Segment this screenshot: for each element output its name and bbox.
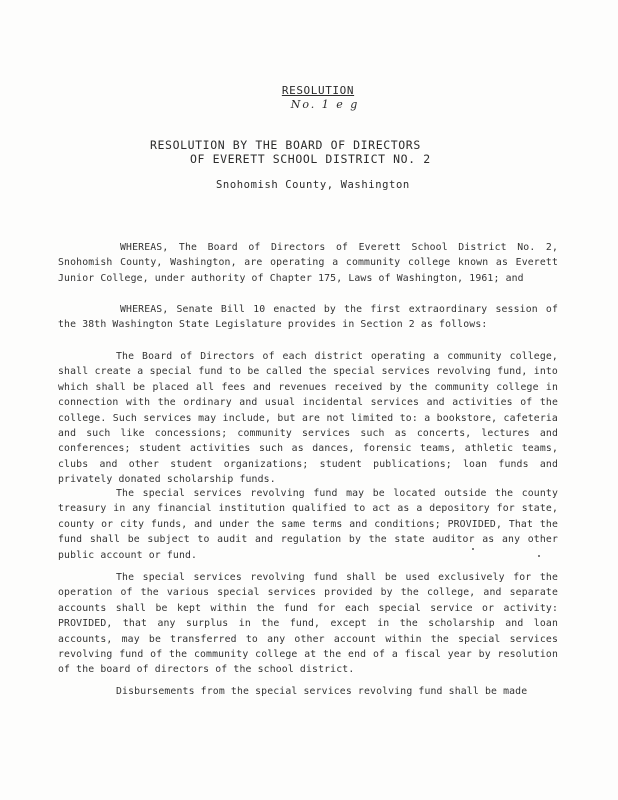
paragraph-text: The special services revolving fund shall be used exclusively for the operation of the various special services provided by the college, and separate accounts shall be kept within the fund for each special service or activity: PROVIDED, that any surplus in the fund, except in the scholarship and loan accounts, may be transferred to any other account within the special services revolving fund of the community college at the end of a fiscal year by resolution of the board of directors of the school district. — [58, 572, 558, 676]
paragraph-text: Disbursements from the special services revolving fund shall be made — [116, 686, 528, 697]
scan-speck — [538, 555, 540, 557]
resolution-title: RESOLUTION — [281, 84, 355, 97]
resolution-number: No. 1 e g — [290, 98, 360, 111]
county-line: Snohomish County, Washington — [216, 179, 410, 191]
paragraph-text: WHEREAS, Senate Bill 10 enacted by the first extraordinary session of the 38th Washington State Legislature provides in Section 2 as follows: — [58, 304, 558, 331]
paragraph-text: The special services revolving fund may be located outside the county treasury in any financial institution qualified to act as a depository for state, county or city funds, and under the same terms and conditions; PROVIDED, That the fund shall be subject to audit and regulation by the state auditor as any other public account or fund. — [58, 488, 558, 561]
whereas-paragraph-2 — [58, 302, 558, 333]
document-heading-line-1: RESOLUTION BY THE BOARD OF DIRECTORS — [150, 138, 421, 152]
paragraph-text: WHEREAS, The Board of Directors of Everett School District No. 2, Snohomish County, Washington, are operating a community college known as Everett Junior College, under authority of Chapter 175, Laws of Washington, 1961; and — [58, 242, 558, 284]
document-heading-line-2: OF EVERETT SCHOOL DISTRICT NO. 2 — [190, 152, 431, 166]
paragraph-text: The Board of Directors of each district operating a community college, shall create a special fund to be called the special services revolving fund, into which shall be placed all fees and revenues received by the community college in connection with the ordinary and usual incidental services and activities of the college. Such services may include, but are not limited to: a bookstore, cafeteria and such like concessions; community services such as concerts, lectures and conferences; student activities such as dances, forensic teams, athletic teams, clubs and other student organizations; student publications; loan funds and privately donated scholarship funds. — [58, 351, 558, 486]
quoted-section-paragraph-1 — [58, 349, 558, 488]
scan-speck — [472, 548, 474, 550]
quoted-section-paragraph-3 — [58, 570, 558, 678]
whereas-paragraph-1 — [58, 240, 558, 286]
quoted-section-paragraph-4 — [58, 684, 558, 699]
quoted-section-paragraph-2 — [58, 486, 558, 563]
